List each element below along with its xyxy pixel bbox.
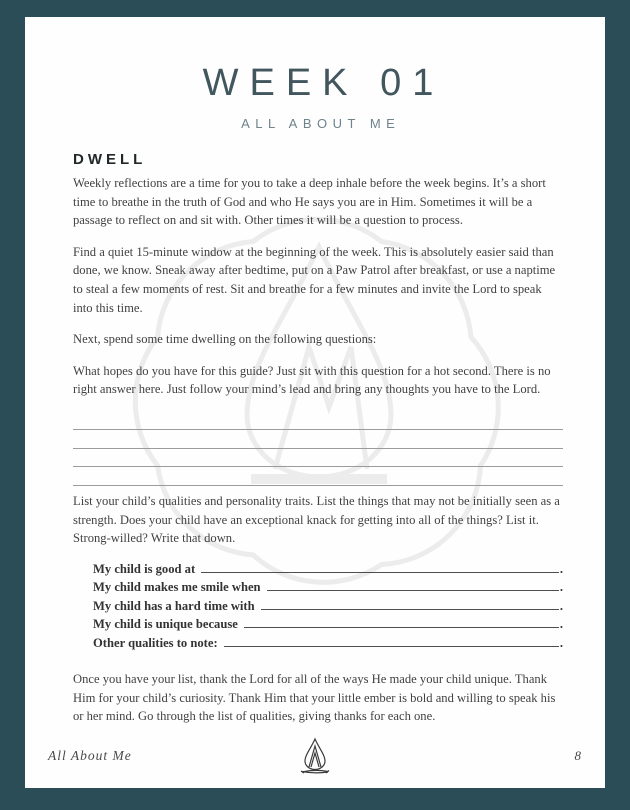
prompt-row-makes-me-smile: [93, 579, 563, 598]
footer-page-number: 8: [574, 748, 581, 763]
writing-line: [73, 430, 563, 449]
prompt-suffix: .: [559, 561, 563, 576]
week-subtitle: ALL ABOUT ME: [241, 116, 401, 131]
writing-line: [73, 412, 563, 431]
footer-book-title: All About Me: [48, 748, 132, 763]
prompt-row-good-at: [93, 561, 563, 580]
prompt-label: My child has a hard time with: [93, 598, 255, 613]
week-title: WEEK 01: [202, 62, 445, 104]
paragraph-thank-the-lord: Once you have your list, thank the Lord for all of the ways He made your child unique. Thank Him for your child’s curiosity. Thank Him that your little ember is bold and willing to speak his or her mind. Go through the list of qualities, giving thanks for each one.: [73, 672, 556, 724]
prompt-blank-line: [244, 616, 559, 628]
prompt-blank-line: [267, 579, 559, 591]
writing-line: [73, 449, 563, 468]
prompt-label: My child is unique because: [93, 617, 238, 632]
paragraph-weekly-reflections: Weekly reflections are a time for you to take a deep inhale before the week begins. It’s a short time to breathe in the truth of God and who He says you are in Him. Sometimes it will be a passage to reflect on and sit with. Other times it will be a question to process.: [73, 176, 546, 228]
page-header: [73, 62, 563, 131]
writing-line: [73, 467, 563, 486]
paragraph-list-qualities: List your child’s qualities and personality traits. List the things that may not be initially seen as a strength. Does your child have an exceptional knack for getting into all of the things? List it. Strong-willed? Write that down.: [73, 493, 560, 546]
prompt-label: Other qualities to note:: [93, 635, 218, 650]
prompt-blank-line: [224, 635, 559, 647]
paragraph-find-quiet-window: Find a quiet 15-minute window at the beginning of the week. This is absolutely easier said than done, we know. Sneak away after bedtime, put on a Paw Patrol after breakfast, or use a naptime to steal a few moments of rest. Sit and breathe for a few minutes and invite the Lord to speak into this time.: [73, 244, 556, 315]
prompt-row-unique-because: [93, 616, 563, 635]
writing-lines-block: [73, 412, 563, 486]
prompt-suffix: .: [559, 580, 563, 595]
prompt-suffix: .: [559, 598, 563, 613]
paragraph-dwelling-questions: Next, spend some time dwelling on the following questions:: [73, 332, 377, 347]
page-footer: [25, 736, 605, 776]
prompt-blank-line: [261, 598, 559, 610]
prompt-suffix: .: [559, 635, 563, 650]
prompt-label: My child makes me smile when: [93, 580, 261, 595]
fill-in-prompts: [93, 561, 563, 654]
paragraph-what-hopes: What hopes do you have for this guide? Just sit with this question for a hot second. There is no right answer here. Just follow your mind’s lead and bring any thoughts you have to the Lord.: [73, 363, 551, 397]
ember-flame-icon: [298, 736, 332, 776]
section-heading-dwell: DWELL: [73, 151, 147, 168]
page-content: [25, 62, 605, 726]
document-page: [25, 17, 605, 788]
prompt-row-hard-time-with: [93, 598, 563, 617]
prompt-suffix: .: [559, 617, 563, 632]
prompt-label: My child is good at: [93, 561, 196, 576]
prompt-blank-line: [201, 561, 559, 573]
prompt-row-other-qualities: [93, 635, 563, 654]
